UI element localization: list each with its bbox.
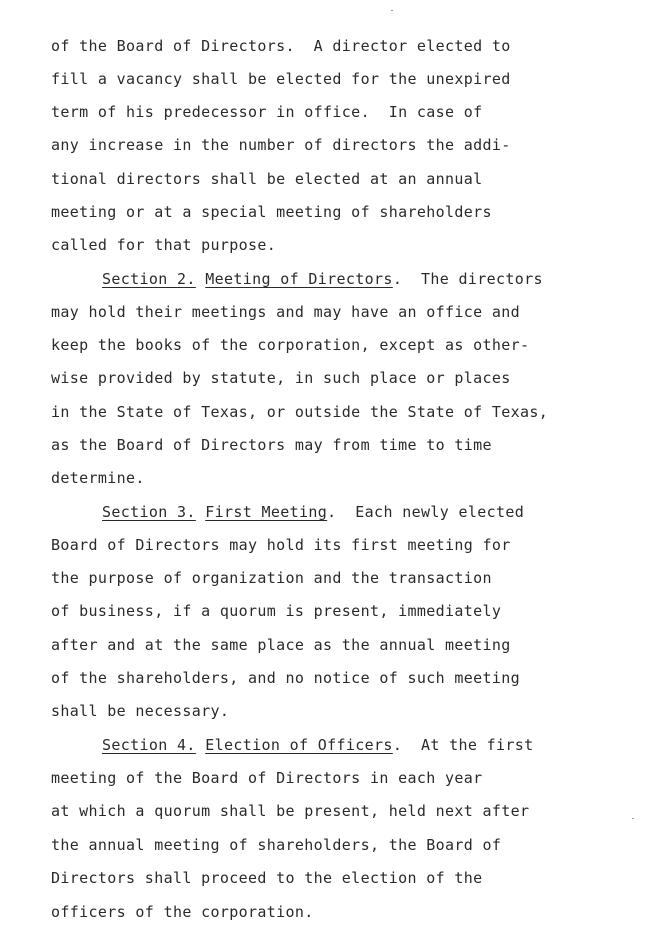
- scan-speck: [632, 818, 634, 819]
- section-3-title: First Meeting: [205, 503, 328, 521]
- text-line: determine.: [51, 469, 145, 487]
- text-line: fill a vacancy shall be elected for the unexpired: [51, 70, 511, 88]
- text-line: at which a quorum shall be present, held next after: [51, 802, 530, 820]
- text-line: called for that purpose.: [51, 236, 277, 254]
- text-line: as the Board of Directors may from time to time: [51, 436, 492, 454]
- text-line: of the Board of Directors. A director elected to: [51, 37, 511, 55]
- text-line: Board of Directors may hold its first meeting for: [51, 536, 511, 554]
- text-line: keep the books of the corporation, except as other-: [51, 336, 530, 354]
- section-2-label: Section 2.: [102, 270, 196, 288]
- text-line: may hold their meetings and may have an office and: [51, 303, 521, 321]
- text-line: the annual meeting of shareholders, the Board of: [51, 836, 502, 854]
- scan-speck: [391, 10, 393, 11]
- section-4-heading-line: [102, 736, 534, 754]
- text-line: shall be necessary.: [51, 702, 230, 720]
- section-2-heading-rest: . The directors: [392, 270, 543, 288]
- text-line: of business, if a quorum is present, immediately: [51, 602, 502, 620]
- text-line: the purpose of organization and the transaction: [51, 569, 492, 587]
- section-2-heading-line: [102, 270, 543, 288]
- text-line: of the shareholders, and no notice of such meeting: [51, 669, 521, 687]
- text-line: tional directors shall be elected at an annual: [51, 170, 483, 188]
- section-3-heading-rest: . Each newly elected: [327, 503, 525, 521]
- section-3-label: Section 3.: [102, 503, 196, 521]
- section-4-heading-rest: . At the first: [392, 736, 534, 754]
- section-4-label: Section 4.: [102, 736, 196, 754]
- text-line: officers of the corporation.: [51, 903, 314, 921]
- text-line: meeting or at a special meeting of shareholders: [51, 203, 492, 221]
- section-2-title: Meeting of Directors: [205, 270, 393, 288]
- section-4-title: Election of Officers: [205, 736, 393, 754]
- text-line: term of his predecessor in office. In case of: [51, 103, 483, 121]
- text-line: after and at the same place as the annual meeting: [51, 636, 511, 654]
- text-line: in the State of Texas, or outside the State of Texas,: [51, 403, 549, 421]
- text-line: any increase in the number of directors the addi-: [51, 136, 511, 154]
- text-line: meeting of the Board of Directors in each year: [51, 769, 483, 787]
- text-line: Directors shall proceed to the election of the: [51, 869, 483, 887]
- text-line: wise provided by statute, in such place or places: [51, 369, 511, 387]
- section-3-heading-line: [102, 503, 524, 521]
